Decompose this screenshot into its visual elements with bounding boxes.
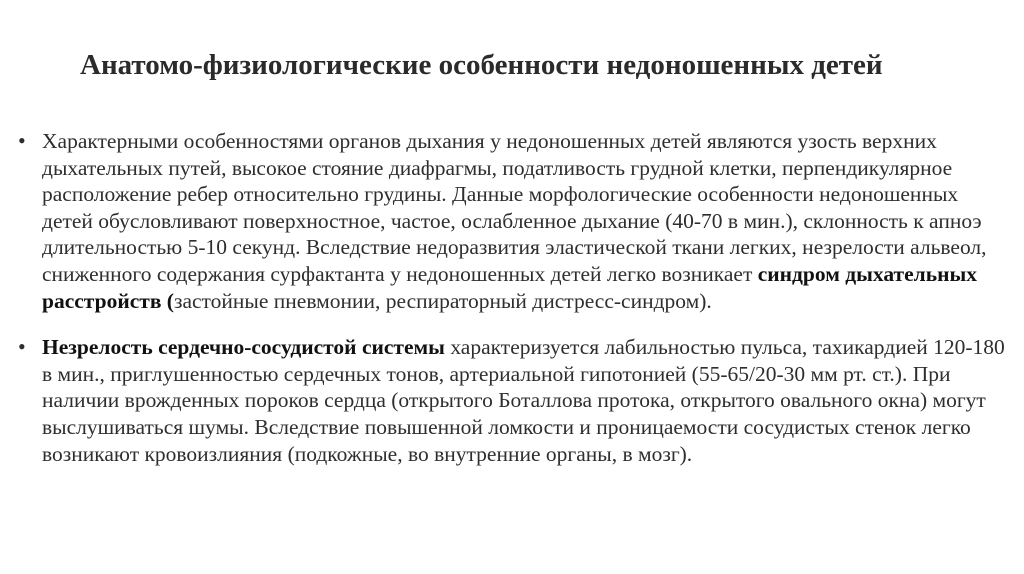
list-item-cardiovascular (18, 334, 1008, 467)
bullet-icon: • (18, 128, 26, 153)
slide-title: Анатомо-физиологические особенности недоношенных детей (80, 49, 883, 81)
bullet-list (18, 128, 1008, 467)
item-bold-text: синдром дыхательных расстройств ( (42, 261, 978, 313)
item-text-end: застойные пневмонии, респираторный дистресс-синдром). (173, 288, 712, 313)
list-item-respiratory (18, 128, 1008, 314)
bullet-icon: • (18, 334, 26, 360)
item-bold-text: Незрелость сердечно-сосудистой системы (42, 335, 445, 360)
item-text-end: характеризуется лабильностью пульса, тахикардией 120-180 в мин., приглушенностью сердечных тонов, артериальной гипотонией (55-65/20-30 мм рт. ст.). При наличии врожденных пороков сердца (открытого Боталлова протока, открытого овального окна) могут выслушиваться шумы. Вследствие повышенной ломкости и проницаемости сосудистых стенок легко возникают кровоизлияния (подкожные, во внутренние органы, в мозг). (42, 335, 1005, 466)
item-text: Характерными особенностями органов дыхания у недоношенных детей являются узость верхних дыхательных путей, высокое стояние диафрагмы, податливость грудной клетки, перпендикулярное расположение ребер относительно грудины. Данные морфологические особенности недоношенных детей обусловливают поверхностное, частое, ослабленное дыхание (40-70 в мин.), склонность к апноэ длительностью 5-10 секунд. Вследствие недоразвития эластической ткани легких, незрелости альвеол, сниженного содержания сурфактанта у недоношенных детей легко возникает (42, 129, 987, 286)
